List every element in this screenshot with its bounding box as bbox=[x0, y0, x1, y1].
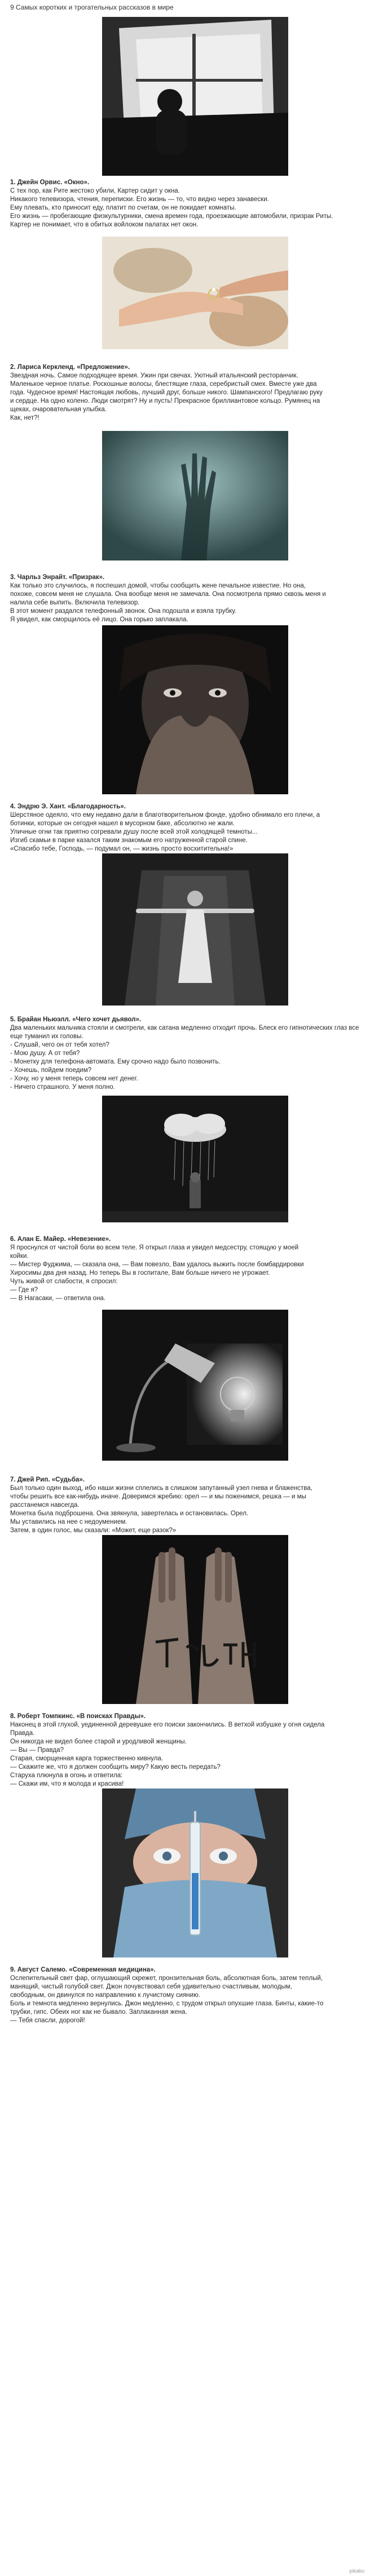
story-line: Картер не понимает, что в обитых войлоком палатах нет окон. bbox=[10, 221, 199, 228]
story-9 bbox=[10, 1966, 360, 2025]
story-line: «Спасибо тебе, Господь, — подумал он, — жизнь просто восхитительна!» bbox=[10, 846, 234, 852]
story-line: похоже, совсем меня не слушала. Она вообще меня не замечала. Она посмотрела прямо сквозь меня и bbox=[10, 591, 326, 598]
story-line: Старая, сморщенная карга торжественно кивнула. bbox=[10, 1755, 163, 1762]
story-8 bbox=[10, 1712, 360, 1788]
story-line: Как только это случилось, я поспешил домой, чтобы сообщить жене печальное известие. Но она, bbox=[10, 582, 306, 589]
story-line: Наконец в этой глухой, уединенной деревушке его поиски закончились. В ветхой избушке у огня сидела bbox=[10, 1721, 325, 1728]
story-line: Он никогда не видел более старой и уродливой женщины. bbox=[10, 1738, 187, 1745]
story-line: манящий, чистый голубой свет. Джон почувствовал себя удивительно счастливым, молодым, bbox=[10, 1983, 292, 1990]
story-line: Ослепительный свет фар, оглушающий скрежет, пронзительная боль, абсолютная боль, затем теплый, bbox=[10, 1975, 323, 1982]
story-line: Ему плевать, кто приносит еду, платит по счетам, он не покидает комнаты. bbox=[10, 204, 236, 211]
story-line: - Слушай, чего он от тебя хотел? bbox=[10, 1042, 109, 1048]
story-line: ботинки, которые он сегодня нашел в мусорном баке, абсолютно не жали. bbox=[10, 820, 235, 827]
story-line: еще туманил их головы. bbox=[10, 1033, 83, 1040]
story-line: Я увидел, как сморщилось её лицо. Она горько заплакала. bbox=[10, 616, 188, 623]
story-title: 6. Алан Е. Майер. «Невезение». bbox=[10, 1236, 111, 1243]
story-title: 3. Чарльз Энрайт. «Призрак». bbox=[10, 574, 105, 581]
story-line: Старуха плюнула в огонь и ответила: bbox=[10, 1772, 123, 1779]
photo-woman-arms-spread bbox=[102, 853, 288, 1006]
story-line: - Монетку для телефона-автомата. Ему срочно надо было позвонить. bbox=[10, 1058, 221, 1065]
story-4 bbox=[10, 803, 360, 853]
story-line: Затем, в один голос, мы сказали: «Может, еще разок?» bbox=[10, 1527, 177, 1534]
story-line: года. Чудесное время! Настоящая любовь, лучший друг, больше никого. Шампанского! Предлагаю руку bbox=[10, 389, 323, 396]
story-line: чтобы решить все как-нибудь иначе. Доверимся жребию: орел — и мы поженимся, решка — и мы bbox=[10, 1493, 306, 1500]
story-2 bbox=[10, 363, 360, 422]
story-line: Чуть живой от слабости, я спросил: bbox=[10, 1278, 118, 1285]
story-line: - Хочешь, пойдем поедим? bbox=[10, 1067, 92, 1074]
story-line: — Где я? bbox=[10, 1287, 38, 1293]
photo-ghost-hand bbox=[102, 431, 288, 560]
story-line: Никакого телевизора, чтения, переписки. Его жизнь — то, что видно через занавески. bbox=[10, 196, 269, 203]
story-line: - Ничего страшного. У меня полно. bbox=[10, 1084, 115, 1091]
story-line: налила себе выпить. Включила телевизор. bbox=[10, 599, 140, 606]
story-line: Был только один выход, ибо наши жизни сплелись в слишком запутанный узел гнева и блаженства, bbox=[10, 1485, 312, 1492]
story-line: Я проснулся от чистой боли во всем теле. Я открыл глаза и увидел медсестру, стоящую у моей bbox=[10, 1244, 299, 1251]
story-line: Мы уставились на нее с недоумением. bbox=[10, 1519, 127, 1525]
story-line: Его жизнь — пробегающие физкультурники, смена времен года, проезжающие автомобили, призрак Риты. bbox=[10, 213, 333, 220]
story-line: С тех пор, как Рите жестоко убили, Картер сидит у окна. bbox=[10, 188, 180, 194]
source-credit: pikabu bbox=[349, 2568, 364, 2574]
story-line: Изгиб скамьи в парке казался таким знакомым его натруженной старой спине. bbox=[10, 837, 248, 844]
story-line: - Мою душу. А от тебя? bbox=[10, 1050, 80, 1057]
story-line: В этот момент раздался телефонный звонок. Она подошла и взяла трубку. bbox=[10, 608, 237, 615]
article-title: 9 Самых коротких и трогательных рассказов в мире bbox=[10, 3, 174, 11]
story-5 bbox=[10, 1016, 360, 1092]
photo-ring bbox=[102, 237, 288, 349]
story-line: Маленькое черное платье. Роскошные волосы, блестящие глаза, серебристый смех. Вместе уже два bbox=[10, 381, 317, 388]
story-line: и сердце. На одно колено. Люди смотрят? Ну и пусть! Прекрасное бриллиантовое кольцо. Румянец на bbox=[10, 398, 320, 404]
story-line: — В Нагасаки, — ответила она. bbox=[10, 1295, 106, 1302]
story-title: 1. Джейн Орвис. «Окно». bbox=[10, 179, 90, 186]
story-line: свободным, он двинулся по направлению к лучистому сиянию. bbox=[10, 1992, 200, 1999]
story-line: Два маленьких мальчика стояли и смотрели, как сатана медленно отходит прочь. Блеск его гипнотических глаз все bbox=[10, 1025, 359, 1031]
story-line: - Хочу, но у меня теперь совсем нет денег. bbox=[10, 1075, 138, 1082]
story-line: — Скажите же, что я должен сообщить миру? Какую весть передать? bbox=[10, 1764, 221, 1770]
story-line: — Тебя спасли, дорогой! bbox=[10, 2017, 85, 2024]
story-title: 5. Брайан Ньюэлл. «Чего хочет дьявол». bbox=[10, 1016, 142, 1023]
photo-window bbox=[102, 17, 288, 176]
story-line: Правда. bbox=[10, 1730, 35, 1737]
story-line: Монетка была подброшена. Она звякнула, завертелась и остановилась. Орел. bbox=[10, 1510, 249, 1517]
photo-crying-face bbox=[102, 625, 288, 794]
photo-truth-hands bbox=[102, 1535, 288, 1704]
story-line: Боль и темнота медленно вернулись. Джон медленно, с трудом открыл опухшие глаза. Бинты, какие-то bbox=[10, 2000, 324, 2007]
story-title: 4. Эндрю Э. Хант. «Благодарность». bbox=[10, 803, 126, 810]
story-line: щеках, очаровательная улыбка. bbox=[10, 406, 107, 413]
story-line: Как, нет?! bbox=[10, 415, 39, 421]
photo-lamp-bulb bbox=[102, 1310, 288, 1461]
story-title: 8. Роберт Томпкинс. «В поисках Правды». bbox=[10, 1713, 146, 1720]
story-title: 9. Август Салемо. «Современная медицина». bbox=[10, 1967, 156, 1973]
photo-rain-cloud bbox=[102, 1096, 288, 1222]
story-line: трубки, гипс. Обеих ног как не бывало. Заплаканная жена. bbox=[10, 2009, 187, 2016]
story-title: 7. Джей Рип. «Судьба». bbox=[10, 1476, 85, 1483]
photo-doctor-syringe bbox=[102, 1788, 288, 1957]
story-7 bbox=[10, 1476, 360, 1535]
story-line: расстанемся навсегда. bbox=[10, 1502, 80, 1509]
story-line: Хиросимы два дня назад. Но теперь Вы в госпитале, Вам больше ничего не угрожает. bbox=[10, 1270, 270, 1276]
story-line: — Вы — Правда? bbox=[10, 1747, 64, 1754]
story-title: 2. Лариса Керкленд. «Предложение». bbox=[10, 364, 130, 371]
story-line: Шерстяное одеяло, что ему недавно дали в благотворительном фонде, удобно обнимало его плечи, а bbox=[10, 812, 320, 818]
story-1 bbox=[10, 179, 360, 229]
story-line: койки. bbox=[10, 1253, 29, 1260]
story-3 bbox=[10, 573, 360, 624]
story-6 bbox=[10, 1235, 360, 1303]
story-line: Уличные огни так приятно согревали душу после всей этой холодящей темноты... bbox=[10, 829, 258, 835]
story-line: Звездная ночь. Самое подходящее время. Ужин при свечах. Уютный итальянский ресторанчик. bbox=[10, 372, 298, 379]
story-line: — Мистер Фуджима, — сказала она, — Вам повезло, Вам удалось выжить после бомбардировки bbox=[10, 1261, 304, 1268]
story-line: — Скажи им, что я молода и красива! bbox=[10, 1781, 124, 1787]
